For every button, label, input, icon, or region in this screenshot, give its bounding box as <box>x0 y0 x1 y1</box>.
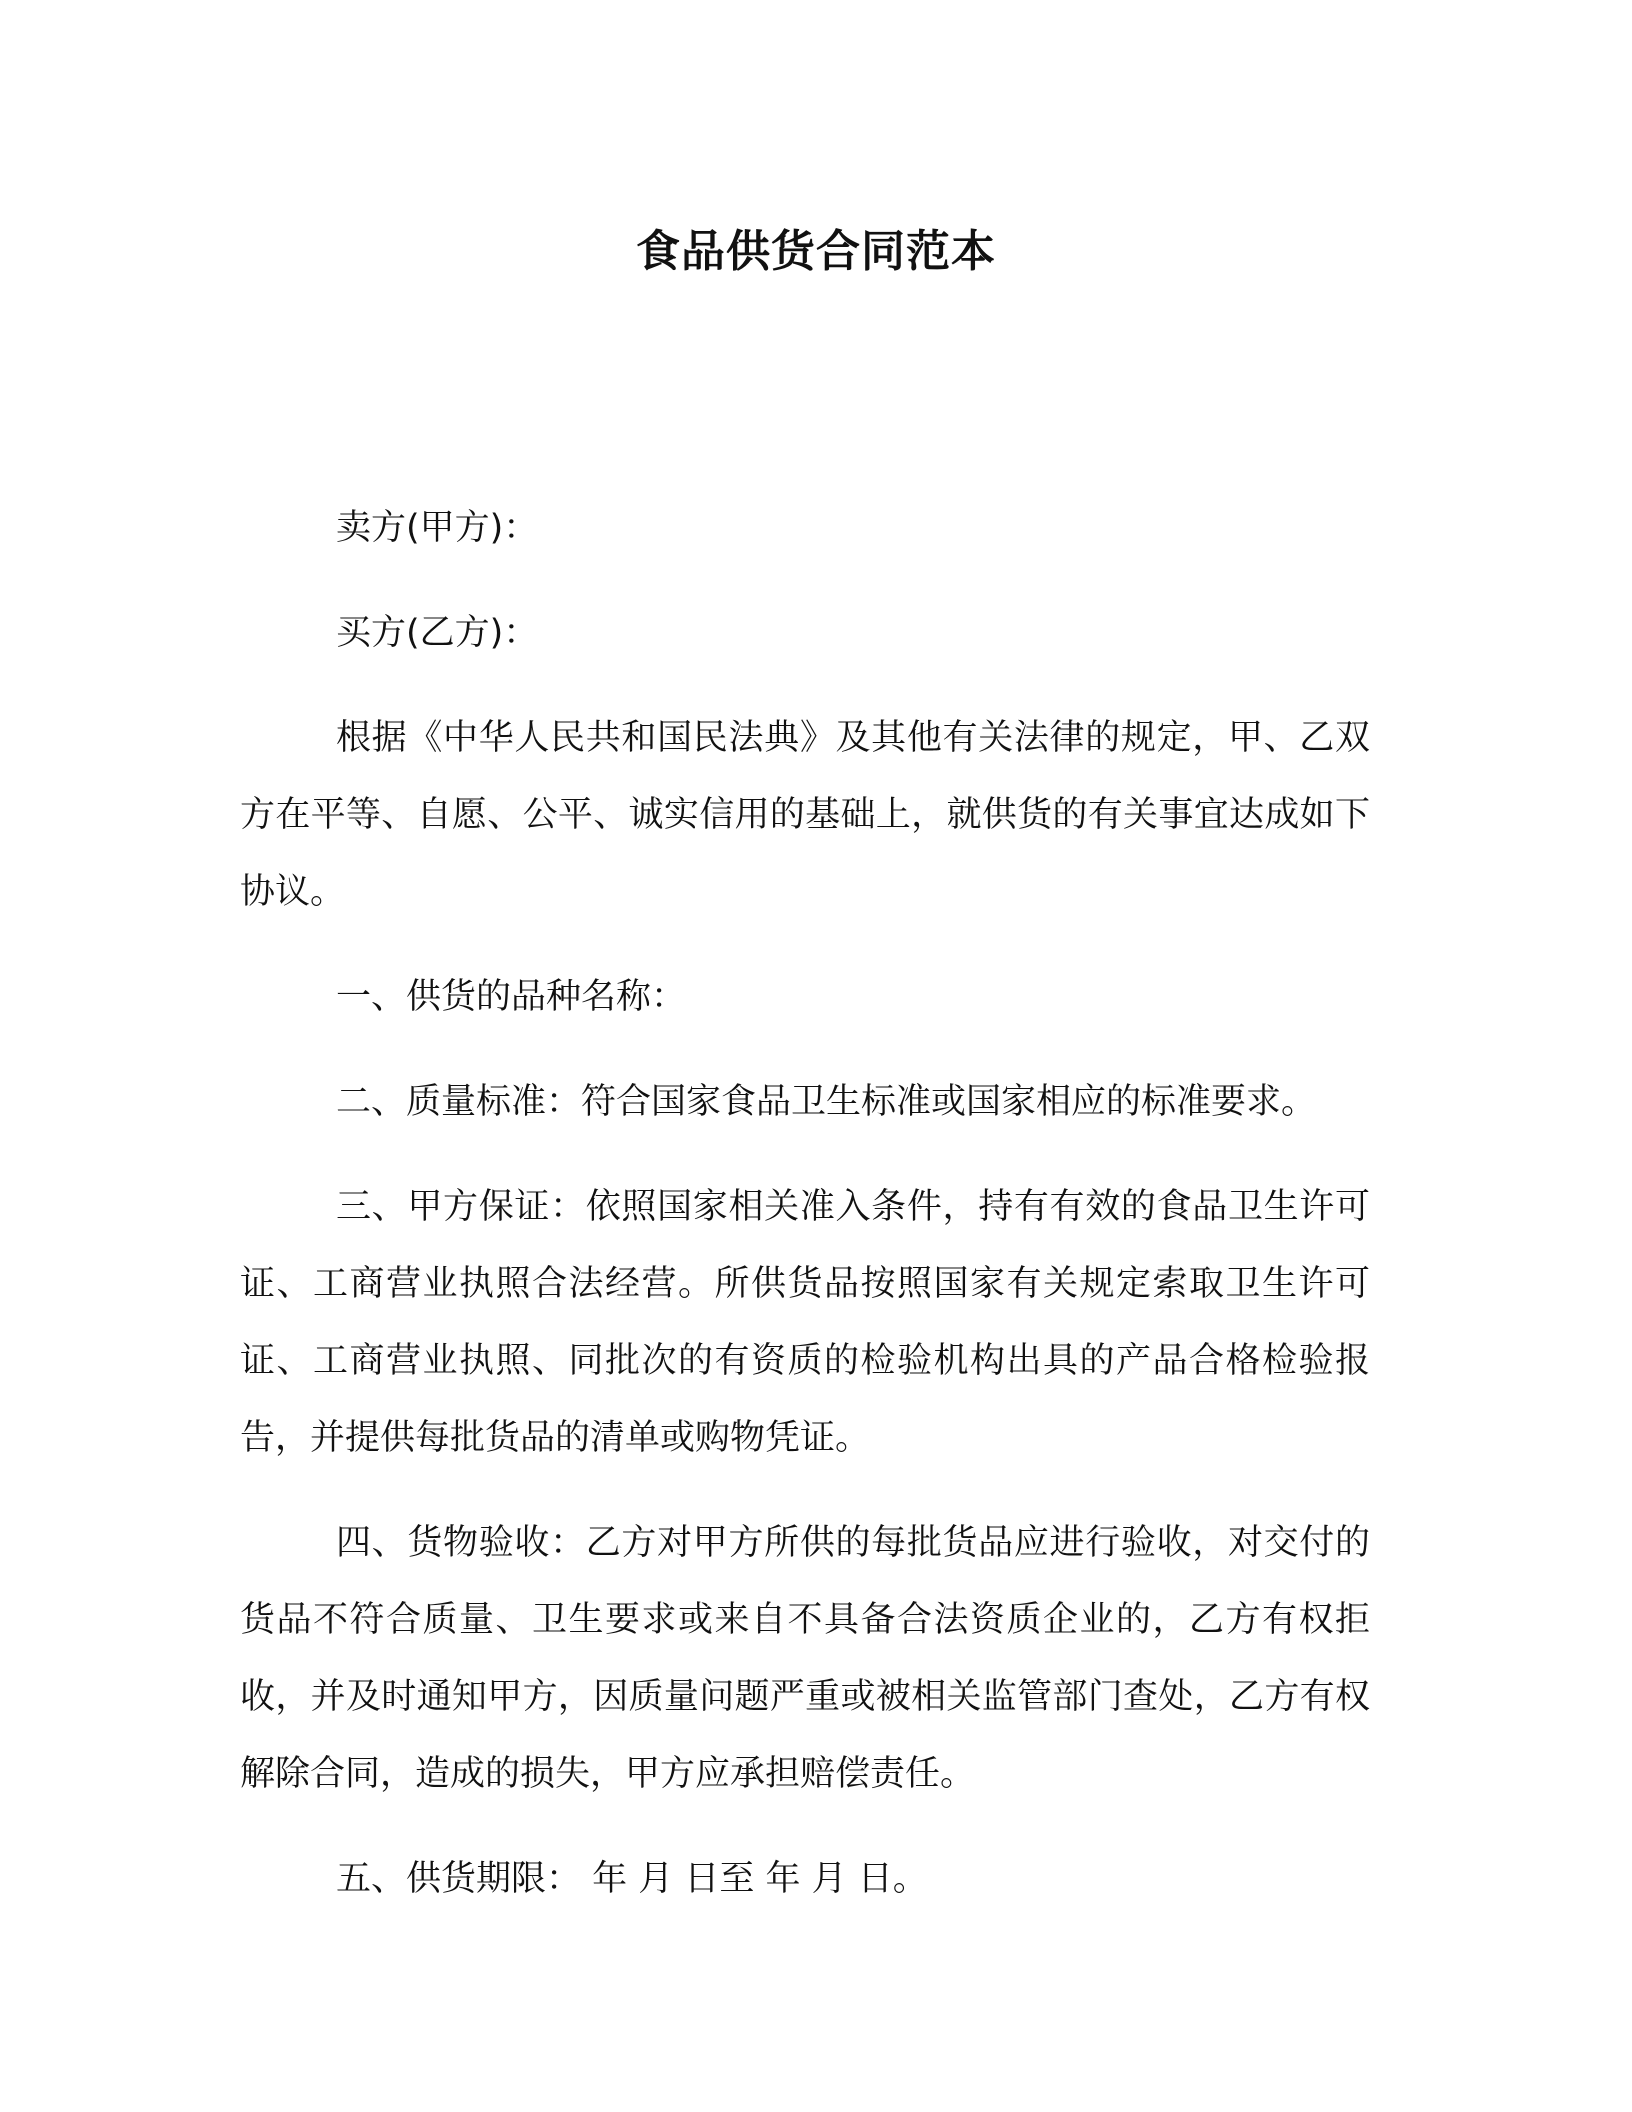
clause-2: 二、质量标准：符合国家食品卫生标准或国家相应的标准要求。 <box>336 1082 1317 1122</box>
clause-5: 五、供货期限： 年 月 日至 年 月 日。 <box>336 1859 928 1899</box>
document-body <box>240 490 1370 1946</box>
document-title: 食品供货合同范本 <box>636 226 996 277</box>
buyer-label: 买方(乙方)： <box>336 613 539 653</box>
clause-4: 四、货物验收：乙方对甲方所供的每批货品应进行验收，对交付的货品不符合质量、卫生要求或来自不具备合法资质企业的，乙方有权拒收，并及时通知甲方，因质量问题严重或被相关监管部门查处，乙方有权解除合同，造成的损失，甲方应承担赔偿责任。 <box>240 1523 1370 1794</box>
clause-3: 三、甲方保证：依照国家相关准入条件，持有有效的食品卫生许可证、工商营业执照合法经营。所供货品按照国家有关规定索取卫生许可证、工商营业执照、同批次的有资质的检验机构出具的产品合格检验报告，并提供每批货品的清单或购物凭证。 <box>240 1187 1370 1458</box>
preamble-paragraph: 根据《中华人民共和国民法典》及其他有关法律的规定，甲、乙双方在平等、自愿、公平、诚实信用的基础上，就供货的有关事宜达成如下协议。 <box>240 718 1370 912</box>
clause-1: 一、供货的品种名称： <box>336 977 687 1017</box>
seller-label: 卖方(甲方)： <box>336 508 539 548</box>
